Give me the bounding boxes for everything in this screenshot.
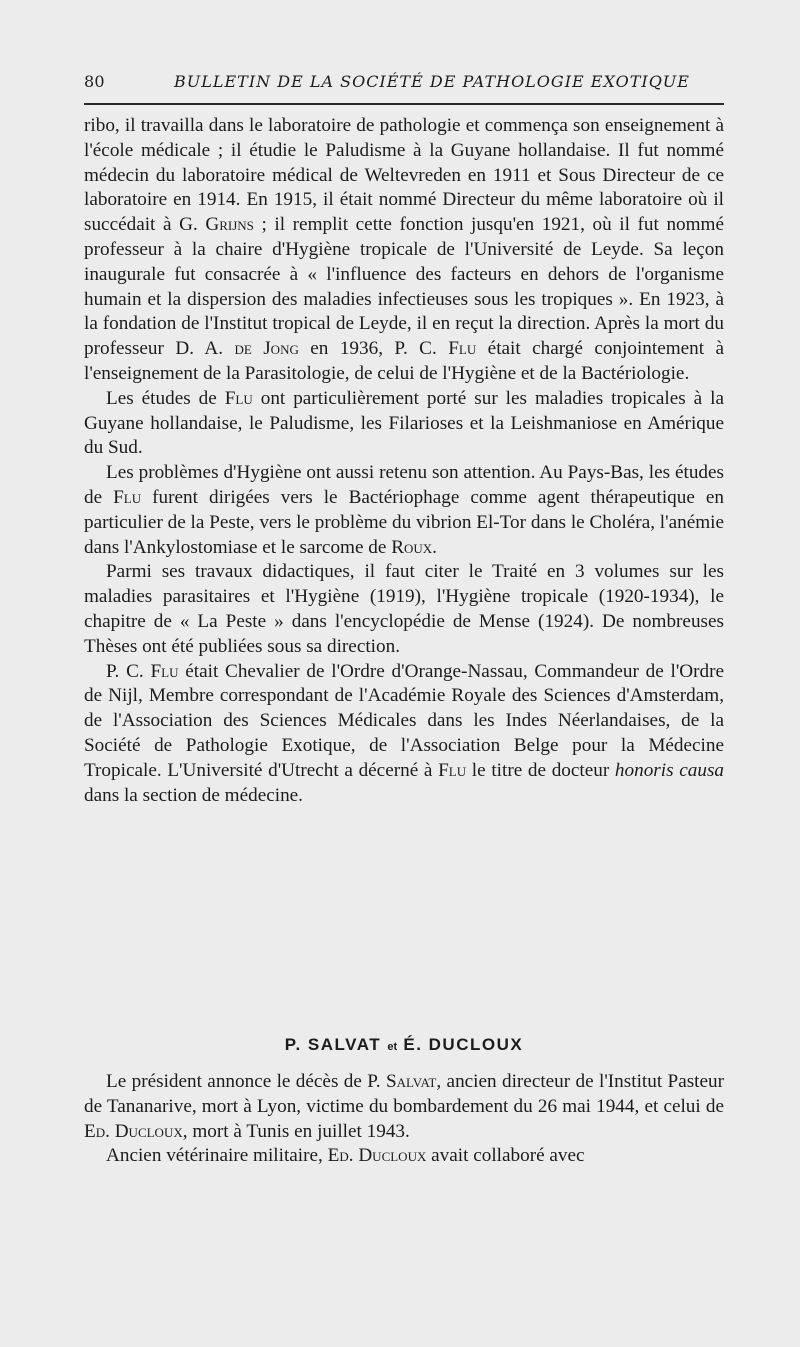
- paragraph-honours: P. C. Flu était Chevalier de l'Ordre d'Orange-Nassau, Commandeur de l'Ordre de Nijl, Membre correspondant de l'Académie Royale des Sciences d'Amsterdam, de l'Association des Sciences Médicales dans les Indes Néerlandaises, de la Société de Pathologie Exotique, de l'Association Belge pour la Médecine Tropicale. L'Université d'Utrecht a décerné à Flu le titre de docteur honoris causa dans la section de médecine.: [84, 660, 725, 806]
- header-rule: [84, 103, 724, 105]
- name-roux: Roux: [391, 536, 433, 558]
- name-flu: Flu: [150, 660, 179, 682]
- name-ducloux: Ed. Ducloux: [84, 1120, 183, 1142]
- name-de-jong: de Jong: [234, 338, 299, 360]
- paragraph-works: Parmi ses travaux didactiques, il faut citer le Traité en 3 volumes sur les maladies parasitaires et l'Hygiène (1919), l'Hygiène tropicale (1920-1934), le chapitre de « La Peste » dans l'encyclopédie de Mense (1924). De nombreuses Thèses ont été publiées sous sa direction.: [84, 561, 724, 657]
- paragraph-ducloux-career: Ancien vétérinaire militaire, Ed. Ducloux avait collaboré avec: [106, 1145, 585, 1167]
- page-header: [84, 72, 724, 100]
- name-salvat: Salvat: [385, 1071, 437, 1092]
- section-title: P. SALVAT et É. DUCLOUX: [284, 1035, 524, 1054]
- obituary-flu-text: [84, 114, 724, 808]
- name-grijns: Grijns: [205, 214, 254, 236]
- honoris-causa: honoris causa: [614, 759, 725, 781]
- name-flu: Flu: [448, 338, 477, 360]
- paragraph-career: ribo, il travailla dans le laboratoire de pathologie et commença son enseignement à l'école médicale ; il étudie le Paludisme à la Guyane hollandaise. Il fut nommé médecin du laboratoire médical de Weltevreden en 1911 et Sous Directeur de ce laboratoire en 1914. En 1915, il était nommé Directeur du même laboratoire où il succédait à G. Grijns ; il remplit cette fonction jusqu'en 1921, où il fut nommé professeur à la chaire d'Hygiène tropicale de l'Université de Leyde. Sa leçon inaugurale fut consacrée à « l'influence des facteurs en dehors de l'organisme humain et la dispersion des maladies infectieuses sous les tropiques ». En 1923, à la fondation de l'Institut tropical de Leyde, il en reçut la direction. Après la mort du professeur D. A. de Jong en 1936, P. C. Flu était chargé conjointement à l'enseignement de la Parasitologie, de celui de l'Hygiène et de la Bactériologie.: [84, 115, 725, 384]
- name-flu: Flu: [224, 387, 253, 409]
- page-number: 80: [84, 72, 105, 91]
- name-flu: Flu: [438, 759, 467, 781]
- name-ducloux: Ed. Ducloux: [327, 1145, 427, 1167]
- paragraph-hygiene: Les problèmes d'Hygiène ont aussi retenu son attention. Au Pays-Bas, les études de Flu furent dirigées vers le Bactériophage comme agent thérapeutique en particulier de la Peste, vers le problème du vibrion El-Tor dans le Choléra, l'anémie dans l'Ankylostomiase et le sarcome de Roux.: [84, 462, 724, 558]
- paragraph-announcement: Le président annonce le décès de P. Salvat, ancien directeur de l'Institut Pasteur de Tananarive, mort à Lyon, victime du bombardement du 26 mai 1944, et celui de Ed. Ducloux, mort à Tunis en juillet 1943.: [84, 1071, 725, 1142]
- running-title: BULLETIN DE LA SOCIÉTÉ DE PATHOLOGIE EXOTIQUE: [174, 72, 690, 91]
- paragraph-studies: Les études de Flu ont particulièrement porté sur les maladies tropicales à la Guyane hollandaise, le Paludisme, les Filarioses et la Leishmaniose en Amérique du Sud.: [84, 387, 725, 459]
- name-flu: Flu: [113, 486, 142, 508]
- obituary-salvat-ducloux-text: [84, 1070, 724, 1169]
